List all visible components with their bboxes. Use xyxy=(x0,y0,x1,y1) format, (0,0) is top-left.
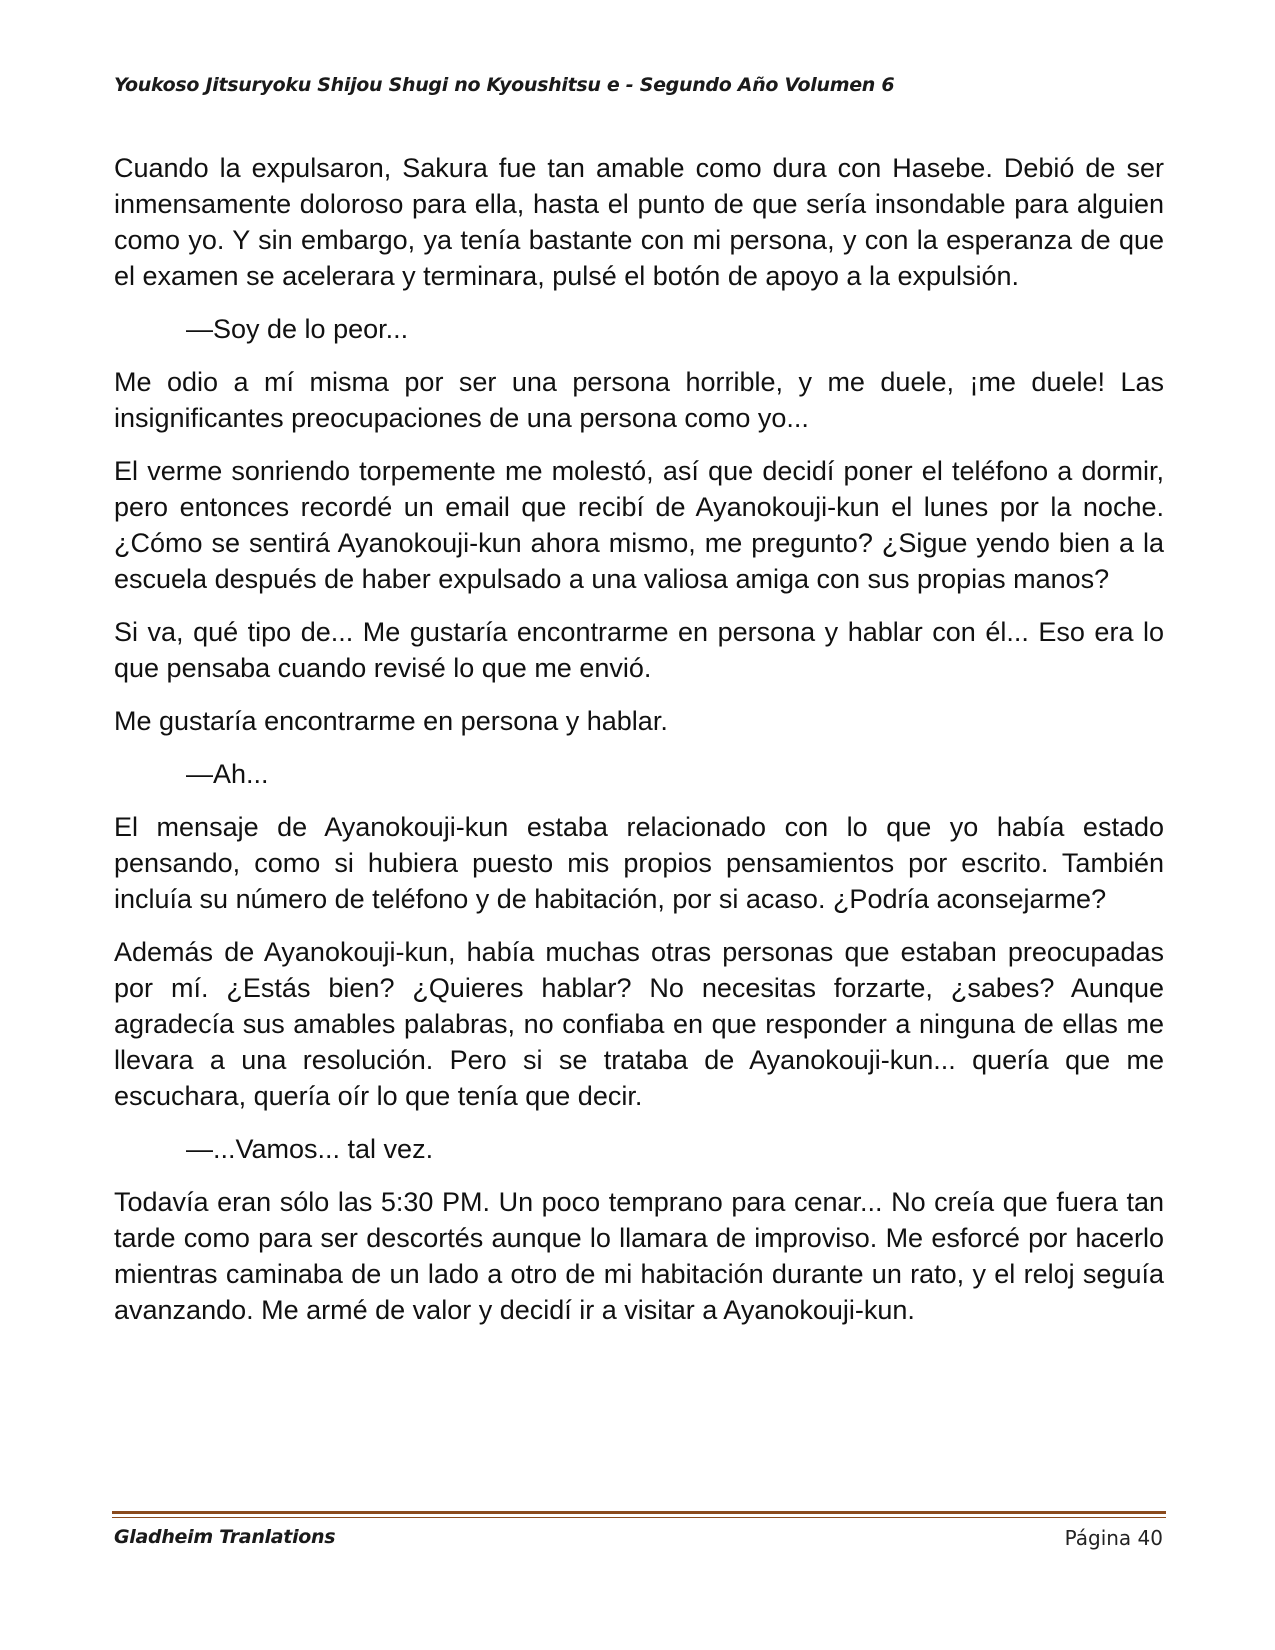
dialogue-line-1: —Soy de lo peor... xyxy=(186,314,409,344)
paragraph-7: Además de Ayanokouji-kun, había muchas otras personas que estaban preocupadas por mí. ¿Estás bien? ¿Quieres hablar? No necesitas forzarte, ¿sabes? Aunque agradecía sus amables palabras, no confiaba en que responder a ninguna de ellas me llevara a una resolución. Pero si se trataba de Ayanokouji-kun... quería que me escuchara, quería oír lo que tenía que decir. xyxy=(114,937,1164,1111)
paragraph-4: Si va, qué tipo de... Me gustaría encontrarme en persona y hablar con él... Eso era lo que pensaba cuando revisé lo que me envió. xyxy=(114,617,1164,683)
paragraph-8: Todavía eran sólo las 5:30 PM. Un poco temprano para cenar... No creía que fuera tan tarde como para ser descortés aunque lo llamara de improviso. Me esforcé por hacerlo mientras caminaba de un lado a otro de mi habitación durante un rato, y el reloj seguía avanzando. Me armé de valor y decidí ir a visitar a Ayanokouji-kun. xyxy=(114,1187,1164,1325)
page-label: Página xyxy=(1064,1526,1132,1550)
footer-divider-thin xyxy=(112,1517,1166,1518)
paragraph-1: Cuando la expulsaron, Sakura fue tan amable como dura con Hasebe. Debió de ser inmensamente doloroso para ella, hasta el punto de que sería insondable para alguien como yo. Y sin embargo, ya tenía bastante con mi persona, y con la esperanza de que el examen se acelerara y terminara, pulsé el botón de apoyo a la expulsión. xyxy=(114,153,1164,291)
running-header: Youkoso Jitsuryoku Shijou Shugi no Kyoushitsu e - Segundo Año Volumen 6 xyxy=(114,74,895,96)
dialogue-line-2: —Ah... xyxy=(186,759,269,789)
footer-divider xyxy=(112,1511,1166,1514)
page-number-value: 40 xyxy=(1137,1526,1163,1550)
page-number xyxy=(1065,1526,1163,1550)
paragraph-2: Me odio a mí misma por ser una persona horrible, y me duele, ¡me duele! Las insignificantes preocupaciones de una persona como yo... xyxy=(114,367,1164,433)
footer-credit: Gladheim Tranlations xyxy=(114,1526,336,1548)
paragraph-3: El verme sonriendo torpemente me molestó, así que decidí poner el teléfono a dormir, pero entonces recordé un email que recibí de Ayanokouji-kun el lunes por la noche. ¿Cómo se sentirá Ayanokouji-kun ahora mismo, me pregunto? ¿Sigue yendo bien a la escuela después de haber expulsado a una valiosa amiga con sus propias manos? xyxy=(114,456,1164,594)
dialogue-line-3: —...Vamos... tal vez. xyxy=(186,1134,434,1164)
paragraph-5: Me gustaría encontrarme en persona y hablar. xyxy=(114,706,668,736)
page-body xyxy=(114,150,1164,1345)
paragraph-6: El mensaje de Ayanokouji-kun estaba relacionado con lo que yo había estado pensando, como si hubiera puesto mis propios pensamientos por escrito. También incluía su número de teléfono y de habitación, por si acaso. ¿Podría aconsejarme? xyxy=(114,812,1164,914)
